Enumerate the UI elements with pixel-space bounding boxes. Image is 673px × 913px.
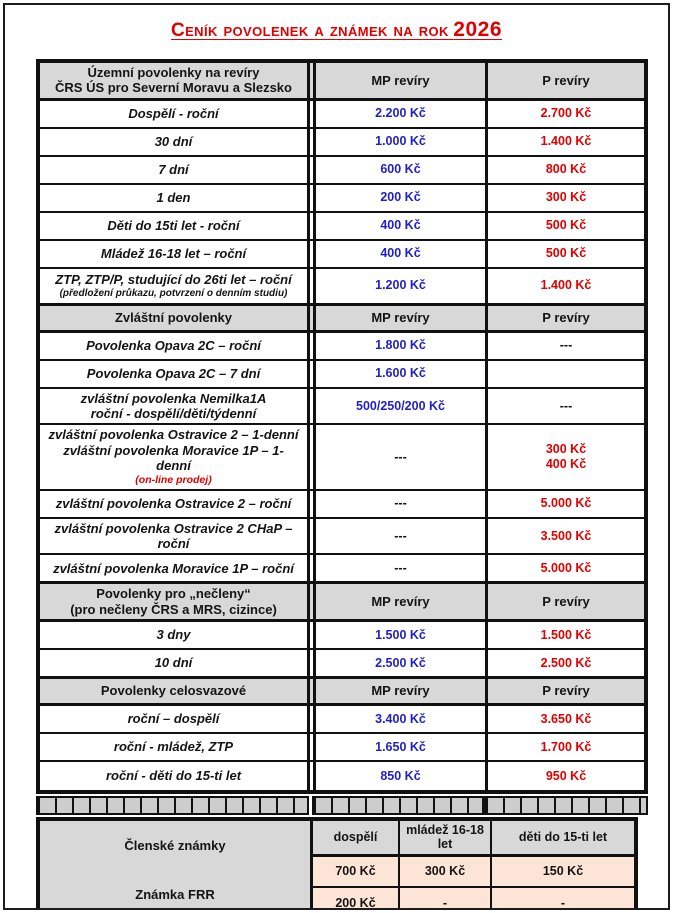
- divider-segment: [36, 796, 309, 815]
- section-title: [40, 63, 310, 98]
- column-header-mp: MP revíry: [313, 679, 485, 703]
- table-row: [40, 762, 644, 790]
- p-price: 1.400 Kč: [485, 269, 644, 303]
- mp-price: 1.200 Kč: [313, 269, 485, 303]
- p-price: 2.500 Kč: [485, 650, 644, 676]
- permit-label-main: ZTP, ZTP/P, studující do 26ti let – roční: [55, 271, 292, 287]
- p-price: 3.500 Kč: [485, 519, 644, 554]
- p-price: 1.400 Kč: [485, 129, 644, 155]
- table-row: [40, 491, 644, 519]
- section-header-celosvazove: [40, 678, 644, 706]
- frr-price: 200 Kč: [313, 888, 400, 910]
- p-price: 500 Kč: [485, 241, 644, 267]
- p-price: 300 Kč: [485, 185, 644, 211]
- permit-label: 7 dní: [40, 157, 310, 183]
- column-header-dospeli: dospělí: [313, 821, 400, 854]
- divider-segment: [312, 796, 484, 815]
- section-header-necleny: [40, 583, 644, 622]
- mp-price: 1.500 Kč: [313, 622, 485, 648]
- membership-values: [313, 821, 634, 910]
- column-header-p: P revíry: [485, 679, 644, 703]
- online-sale-note: (on-line prodej): [135, 474, 212, 487]
- table-row: [40, 650, 644, 678]
- p-price: 5.000 Kč: [485, 491, 644, 517]
- divider-strip: [36, 796, 648, 815]
- section-title-line2: (pro nečleny ČRS a MRS, cizince): [70, 601, 277, 617]
- permit-label-line1: zvláštní povolenka Nemilka1A: [80, 390, 267, 406]
- permit-label: zvláštní povolenka Moravice 1P – roční: [40, 555, 310, 581]
- permit-label: 3 dny: [40, 622, 310, 648]
- permit-label: [40, 425, 310, 488]
- column-header-p: P revíry: [485, 63, 644, 98]
- membership-table: [36, 817, 638, 910]
- permit-label: 10 dní: [40, 650, 310, 676]
- permit-label: Mládež 16-18 let – roční: [40, 241, 310, 267]
- mp-price: 850 Kč: [313, 762, 485, 790]
- table-row: [40, 129, 644, 157]
- p-price: 2.700 Kč: [485, 101, 644, 127]
- mp-price: 1.800 Kč: [313, 333, 485, 359]
- section-title-line1: Povolenky pro „nečleny“: [96, 586, 251, 602]
- membership-label-clenske: Členské známky: [124, 837, 226, 853]
- table-row: [40, 734, 644, 762]
- permit-label: Povolenka Opava 2C – roční: [40, 333, 310, 359]
- column-header-mladez: mládež 16-18 let: [400, 821, 492, 854]
- mp-price: ---: [313, 519, 485, 554]
- permit-label: roční – dospělí: [40, 706, 310, 732]
- section-title-line2: ČRS ÚS pro Severní Moravu a Slezsko: [55, 80, 292, 96]
- column-header-deti: děti do 15-ti let: [518, 830, 608, 845]
- permit-label: zvláštní povolenka Ostravice 2 CHaP – roční: [40, 519, 310, 554]
- price-table: [36, 59, 648, 794]
- membership-row-labels: [40, 821, 313, 910]
- membership-label-frr: Známka FRR: [135, 886, 215, 902]
- column-header-p: P revíry: [485, 584, 644, 619]
- mp-price: 500/250/200 Kč: [313, 389, 485, 424]
- column-header-p: P revíry: [485, 306, 644, 330]
- permit-label: 1 den: [40, 185, 310, 211]
- section-header-uzemni: [40, 63, 644, 101]
- section-title-line1: Územní povolenky na revíry: [87, 65, 260, 80]
- p-price: 1.700 Kč: [485, 734, 644, 760]
- mp-price: 3.400 Kč: [313, 706, 485, 732]
- table-row: [40, 622, 644, 650]
- mp-price: ---: [313, 555, 485, 581]
- p-price: 950 Kč: [485, 762, 644, 790]
- section-title: Zvláštní povolenky: [40, 306, 310, 330]
- permit-label: Děti do 15ti let - roční: [40, 213, 310, 239]
- p-price: 800 Kč: [485, 157, 644, 183]
- permit-label-line2: roční - dospělí/děti/týdenní: [90, 405, 257, 421]
- membership-price: 300 Kč: [400, 857, 492, 886]
- membership-price: 150 Kč: [542, 864, 584, 879]
- table-row: [40, 706, 644, 734]
- table-row: [40, 185, 644, 213]
- permit-label: Dospělí - roční: [40, 101, 310, 127]
- permit-label: roční - děti do 15-ti let: [40, 762, 310, 790]
- mp-price: 2.500 Kč: [313, 650, 485, 676]
- permit-label: roční - mládež, ZTP: [40, 734, 310, 760]
- table-row: [40, 241, 644, 269]
- page-title: [5, 18, 668, 42]
- document-page: [3, 3, 670, 910]
- permit-label-note: (předložení průkazu, potvrzení o denním studiu): [59, 287, 288, 299]
- p-price: [485, 361, 644, 387]
- frr-price: -: [400, 888, 492, 910]
- table-row: [40, 213, 644, 241]
- table-row: [40, 361, 644, 389]
- p-price-line2: 400 Kč: [545, 456, 587, 471]
- mp-price: ---: [313, 491, 485, 517]
- section-title: Povolenky celosvazové: [40, 679, 310, 703]
- p-price: [485, 425, 644, 488]
- section-header-zvlastni: [40, 305, 644, 333]
- section-title: [40, 584, 310, 619]
- mp-price: 600 Kč: [313, 157, 485, 183]
- permit-label: [40, 269, 310, 303]
- table-row: [40, 157, 644, 185]
- mp-price: ---: [313, 425, 485, 488]
- title-year: 2026: [453, 18, 503, 41]
- permit-label-line2: zvláštní povolenka Moravice 1P – 1-denní: [63, 442, 284, 473]
- permit-label-line1: zvláštní povolenka Ostravice 2 – 1-denní: [48, 427, 299, 443]
- column-header-mp: MP revíry: [313, 584, 485, 619]
- p-price: 1.500 Kč: [485, 622, 644, 648]
- membership-price-row: [313, 857, 634, 888]
- table-row: [40, 269, 644, 305]
- mp-price: 1.600 Kč: [313, 361, 485, 387]
- table-row: [40, 519, 644, 556]
- p-price: 3.650 Kč: [485, 706, 644, 732]
- p-price: 500 Kč: [485, 213, 644, 239]
- p-price: 5.000 Kč: [485, 555, 644, 581]
- mp-price: 400 Kč: [313, 241, 485, 267]
- divider-segment: [484, 796, 648, 815]
- column-header-mp: MP revíry: [313, 63, 485, 98]
- permit-label: [40, 389, 310, 424]
- frr-price-row: [313, 888, 634, 910]
- mp-price: 1.650 Kč: [313, 734, 485, 760]
- p-price: ---: [485, 389, 644, 424]
- column-header-mp: MP revíry: [313, 306, 485, 330]
- p-price: ---: [485, 333, 644, 359]
- table-row: [40, 555, 644, 583]
- table-row: [40, 425, 644, 490]
- mp-price: 2.200 Kč: [313, 101, 485, 127]
- permit-label: 30 dní: [40, 129, 310, 155]
- p-price-line1: 300 Kč: [545, 442, 587, 457]
- mp-price: 400 Kč: [313, 213, 485, 239]
- title-text: Ceník povolenek a známek na rok: [170, 20, 449, 41]
- mp-price: 1.000 Kč: [313, 129, 485, 155]
- permit-label: zvláštní povolenka Ostravice 2 – roční: [40, 491, 310, 517]
- table-row: [40, 389, 644, 426]
- table-row: [40, 101, 644, 129]
- frr-price: -: [560, 896, 566, 910]
- table-row: [40, 333, 644, 361]
- permit-label: Povolenka Opava 2C – 7 dní: [40, 361, 310, 387]
- mp-price: 200 Kč: [313, 185, 485, 211]
- membership-header-row: [313, 821, 634, 857]
- membership-price: 700 Kč: [313, 857, 400, 886]
